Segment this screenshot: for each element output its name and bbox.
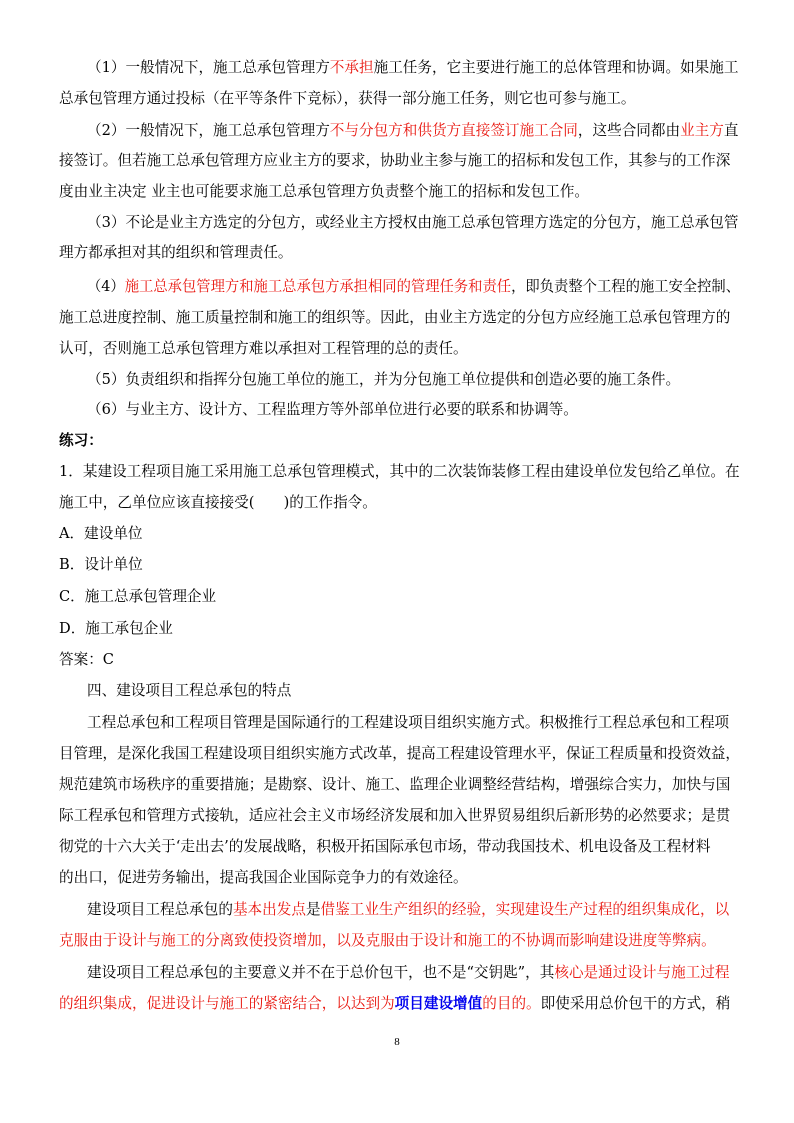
text-run: 即使采用总价包干的方式，稍 [540, 995, 731, 1012]
para4-line1 [87, 277, 740, 297]
highlight-run: 的目的。 [482, 995, 541, 1012]
para4-line3 [59, 339, 468, 359]
para1-line2 [59, 89, 635, 109]
section4-para1-line: 的出口，促进劳务输出，提高我国企业国际竞争力的有效途径。 [59, 869, 468, 886]
text-run: （5）负责组织和指挥分包施工单位的施工，并为分包施工单位提供和创造必要的施工条件。 [87, 371, 681, 388]
highlight-run: 基本出发点 [232, 901, 306, 918]
section4-para1-line: 彻党的十六大关于‘走出去’的发展战略，积极开拓国际承包市场，带动我国技术、机电设备及工程材料 [59, 838, 711, 855]
text-run: （2）一般情况下，施工总承包管理方 [87, 122, 330, 139]
highlight-run: 克服由于设计与施工的分离致使投资增加，以及克服由于设计和施工的不协调而影响建设进度等弊病。 [59, 932, 716, 949]
text-run: 度由业主决定 业主也可能要求施工总承包管理方负责整个施工的招标和发包工作。 [59, 183, 590, 200]
text-run: ，这些合同都由 [577, 122, 681, 139]
highlight-run: 的组织集成，促进设计与施工的紧密结合，以达到为 [59, 995, 395, 1012]
text-run: 接签订。但若施工总承包管理方应业主方的要求，协助业主参与施工的招标和发包工作，其参与的工作深 [59, 152, 731, 169]
text-run: （4） [87, 278, 125, 295]
para3-line2 [59, 243, 293, 263]
section4-para1-line: 目管理，是深化我国工程建设项目组织实施方式改革，提高工程建设管理水平，保证工程质量和投资效益， [59, 745, 740, 762]
text-run: （1）一般情况下，施工总承包管理方 [87, 59, 330, 76]
highlight-run: 业主方 [680, 122, 724, 139]
option-b: B．设计单位 [59, 556, 143, 573]
highlight-run: 不与分包方和供货方直接签订施工合同 [329, 122, 578, 139]
text-run: 理方都承担对其的组织和管理责任。 [59, 244, 293, 261]
emphasis-run: 项目建设增值 [394, 995, 483, 1012]
para2-line3 [59, 182, 589, 202]
para3-line1 [87, 213, 738, 233]
option-c: C．施工总承包管理企业 [59, 588, 217, 605]
option-a: A．建设单位 [59, 525, 143, 542]
answer-line: 答案：C [59, 651, 114, 668]
para5-line1 [87, 370, 680, 390]
para1-line1 [87, 58, 738, 78]
text-run: 认可，否则施工总承包管理方难以承担对工程管理的总的责任。 [59, 340, 468, 357]
text-run: 建设项目工程总承包的主要意义并不在于总价包干，也不是“交钥匙”，其 [87, 964, 555, 981]
text-run: （3）不论是业主方选定的分包方，或经业主方授权由施工总承包管理方选定的分包方，施工总承包管 [87, 214, 739, 231]
question-line: 1．某建设工程项目施工采用施工总承包管理模式，其中的二次装饰装修工程由建设单位发包给乙单位。在 [59, 463, 740, 480]
highlight-run: 借鉴工业生产组织的经验，实现建设生产过程的组织集成化，以 [320, 901, 730, 918]
section4-para1-line: 规范建筑市场秩序的重要措施；是勘察、设计、施工、监理企业调整经营结构，增强综合实力，加快与国 [59, 776, 731, 793]
text-run: 施工任务，它主要进行施工的总体管理和协调。如果施工 [373, 59, 739, 76]
question-line: 施工中，乙单位应该直接接受( )的工作指令。 [59, 494, 377, 511]
text-run: 直 [723, 122, 739, 139]
option-d: D．施工承包企业 [59, 620, 173, 637]
text-run: 施工总进度控制、施工质量控制和施工的组织等。因此，由业主方选定的分包方应经施工总承包管理方的 [59, 309, 731, 326]
para4-line2 [59, 308, 730, 328]
para2-line2 [59, 151, 730, 171]
practice-heading: 练习： [59, 432, 103, 449]
text-run: 总承包管理方通过投标（在平等条件下竞标），获得一部分施工任务，则它也可参与施工。 [59, 90, 636, 107]
text-run: ，即负责整个工程的施工安全控制、 [511, 278, 741, 295]
highlight-run: 不承担 [329, 59, 374, 76]
section4-para1-line: 工程总承包和工程项目管理是国际通行的工程建设项目组织实施方式。积极推行工程总承包和工程项 [87, 714, 730, 731]
section4-para3-line1 [87, 963, 729, 983]
section-heading: 四、建设项目工程总承包的特点 [87, 682, 292, 699]
text-run: 是 [305, 901, 321, 918]
text-run: 建设项目工程总承包的 [87, 901, 233, 918]
section4-para1-line: 际工程承包和管理方式接轨，适应社会主义市场经济发展和加入世界贸易组织后新形势的必然要求；是贯 [59, 807, 731, 824]
section4-para2-line2 [59, 931, 716, 951]
page-number: 8 [394, 1036, 400, 1048]
highlight-run: 核心是通过设计与施工过程 [554, 964, 730, 981]
para2-line1 [87, 121, 738, 141]
para6-line1 [87, 400, 578, 420]
highlight-run: 施工总承包管理方和施工总承包方承担相同的管理任务和责任 [124, 278, 512, 295]
text-run: （6）与业主方、设计方、工程监理方等外部单位进行必要的联系和协调等。 [87, 401, 578, 418]
section4-para2-line1 [87, 900, 729, 920]
section4-para3-line2 [59, 994, 730, 1014]
